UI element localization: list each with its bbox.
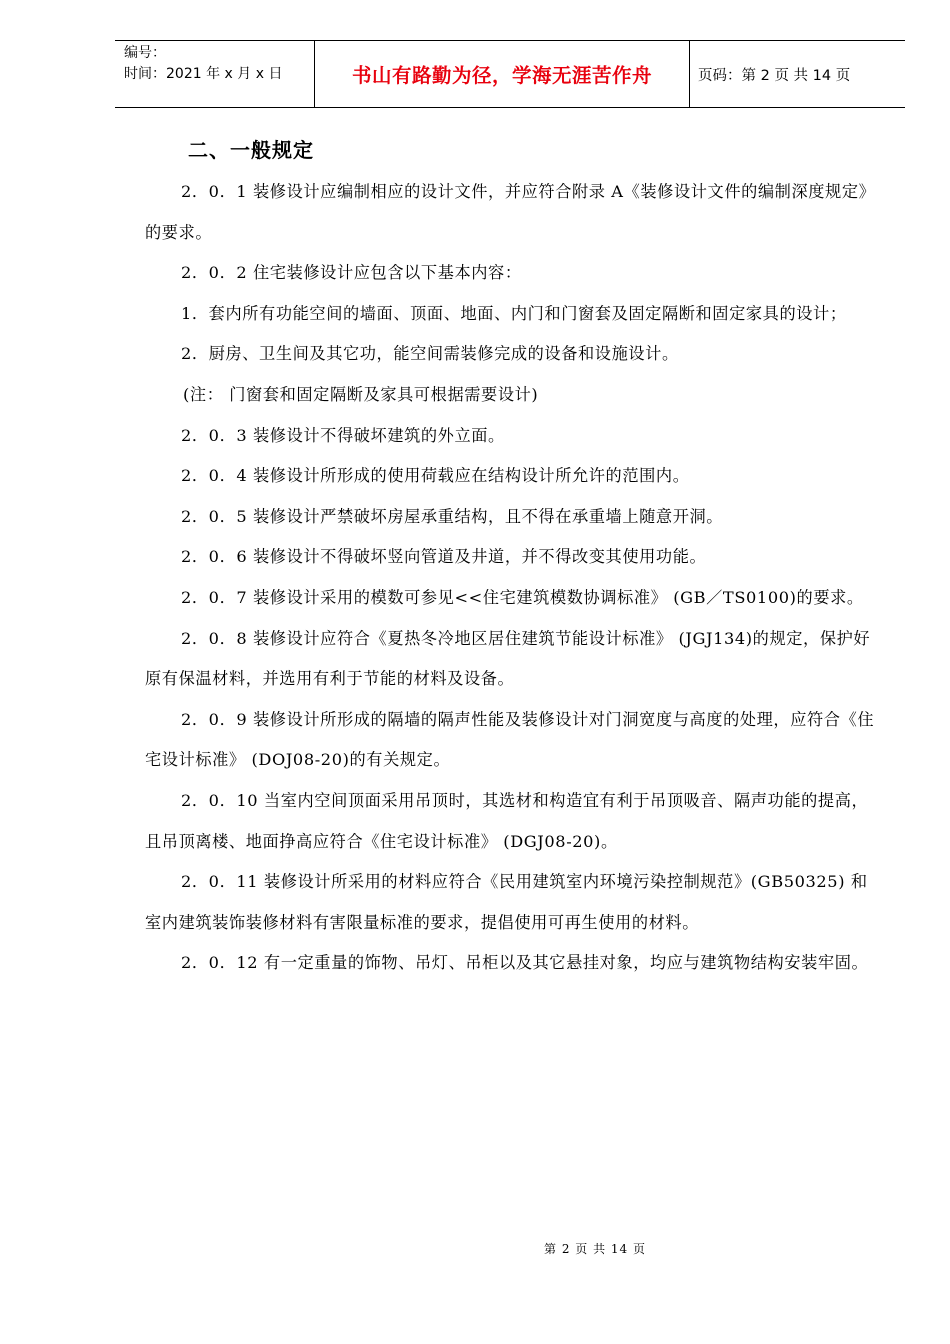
paragraph: 2．0．7 装修设计采用的模数可参见<<住宅建筑模数协调标准》 (GB／TS0100)的要求。	[181, 587, 864, 607]
paragraph: 2．0．1 装修设计应编制相应的设计文件，并应符合附录 A《装修设计文件的编制深度规定》的要求。	[145, 182, 876, 242]
document-body	[145, 172, 880, 984]
header-page-info: 页码：第 2 页 共 14 页	[698, 67, 851, 84]
time-label: 时间：2021 年 x 月 x 日	[124, 66, 283, 82]
paragraph: 2．0．9 装修设计所形成的隔墙的隔声性能及装修设计对门洞宽度与高度的处理，应符合《住宅设计标准》 (DOJ08-20)的有关规定。	[145, 709, 875, 770]
paragraph: 2．0．6 装修设计不得破坏竖向管道及井道，并不得改变其使用功能。	[181, 547, 707, 567]
paragraph: 2．0．8 装修设计应符合《夏热冬冷地区居住建筑节能设计标准》 (JGJ134)的规定，保护好原有保温材料，并选用有利于节能的材料及设备。	[145, 628, 871, 689]
paragraph: 2．0．5 装修设计严禁破坏房屋承重结构，且不得在承重墙上随意开洞。	[181, 506, 724, 526]
paragraph: 2．0．10 当室内空间顶面采用吊顶时，其选材和构造宜有利于吊顶吸音、隔声功能的提高，且吊顶离楼、地面挣高应符合《住宅设计标准》 (DGJ08-20)。	[145, 790, 869, 851]
paragraph: 1．套内所有功能空间的墙面、顶面、地面、内门和门窗套及固定隔断和固定家具的设计；	[181, 303, 847, 323]
serial-number-label: 编号：	[124, 45, 166, 61]
header-motto-cell	[315, 41, 690, 107]
paragraph: 2．0．2 住宅装修设计应包含以下基本内容：	[181, 263, 522, 283]
paragraph: 2．0．3 装修设计不得破坏建筑的外立面。	[181, 425, 505, 445]
page-footer	[0, 1240, 950, 1257]
paragraph: 2．0．11 装修设计所采用的材料应符合《民用建筑室内环境污染控制规范》(GB50325) 和室内建筑装饰装修材料有害限量标准的要求，提倡使用可再生使用的材料。	[145, 872, 868, 932]
section-title: 二、一般规定	[188, 138, 314, 162]
note-paragraph: (注： 门窗套和固定隔断及家具可根据需要设计)	[183, 384, 539, 404]
paragraph: 2．0．4 装修设计所形成的使用荷载应在结构设计所允许的范围内。	[181, 466, 690, 486]
motto-text: 书山有路勤为径，学海无涯苦作舟	[351, 64, 652, 87]
document-header	[115, 40, 905, 108]
paragraph: 2．0．12 有一定重量的饰物、吊灯、吊柜以及其它悬挂对象，均应与建筑物结构安装牢固。	[181, 953, 869, 973]
footer-page-number: 第 2 页 共 14 页	[544, 1242, 646, 1256]
paragraph: 2．厨房、卫生间及其它功，能空间需装修完成的设备和设施设计。	[181, 344, 679, 364]
header-meta-cell	[115, 41, 315, 107]
header-page-cell	[690, 41, 905, 107]
